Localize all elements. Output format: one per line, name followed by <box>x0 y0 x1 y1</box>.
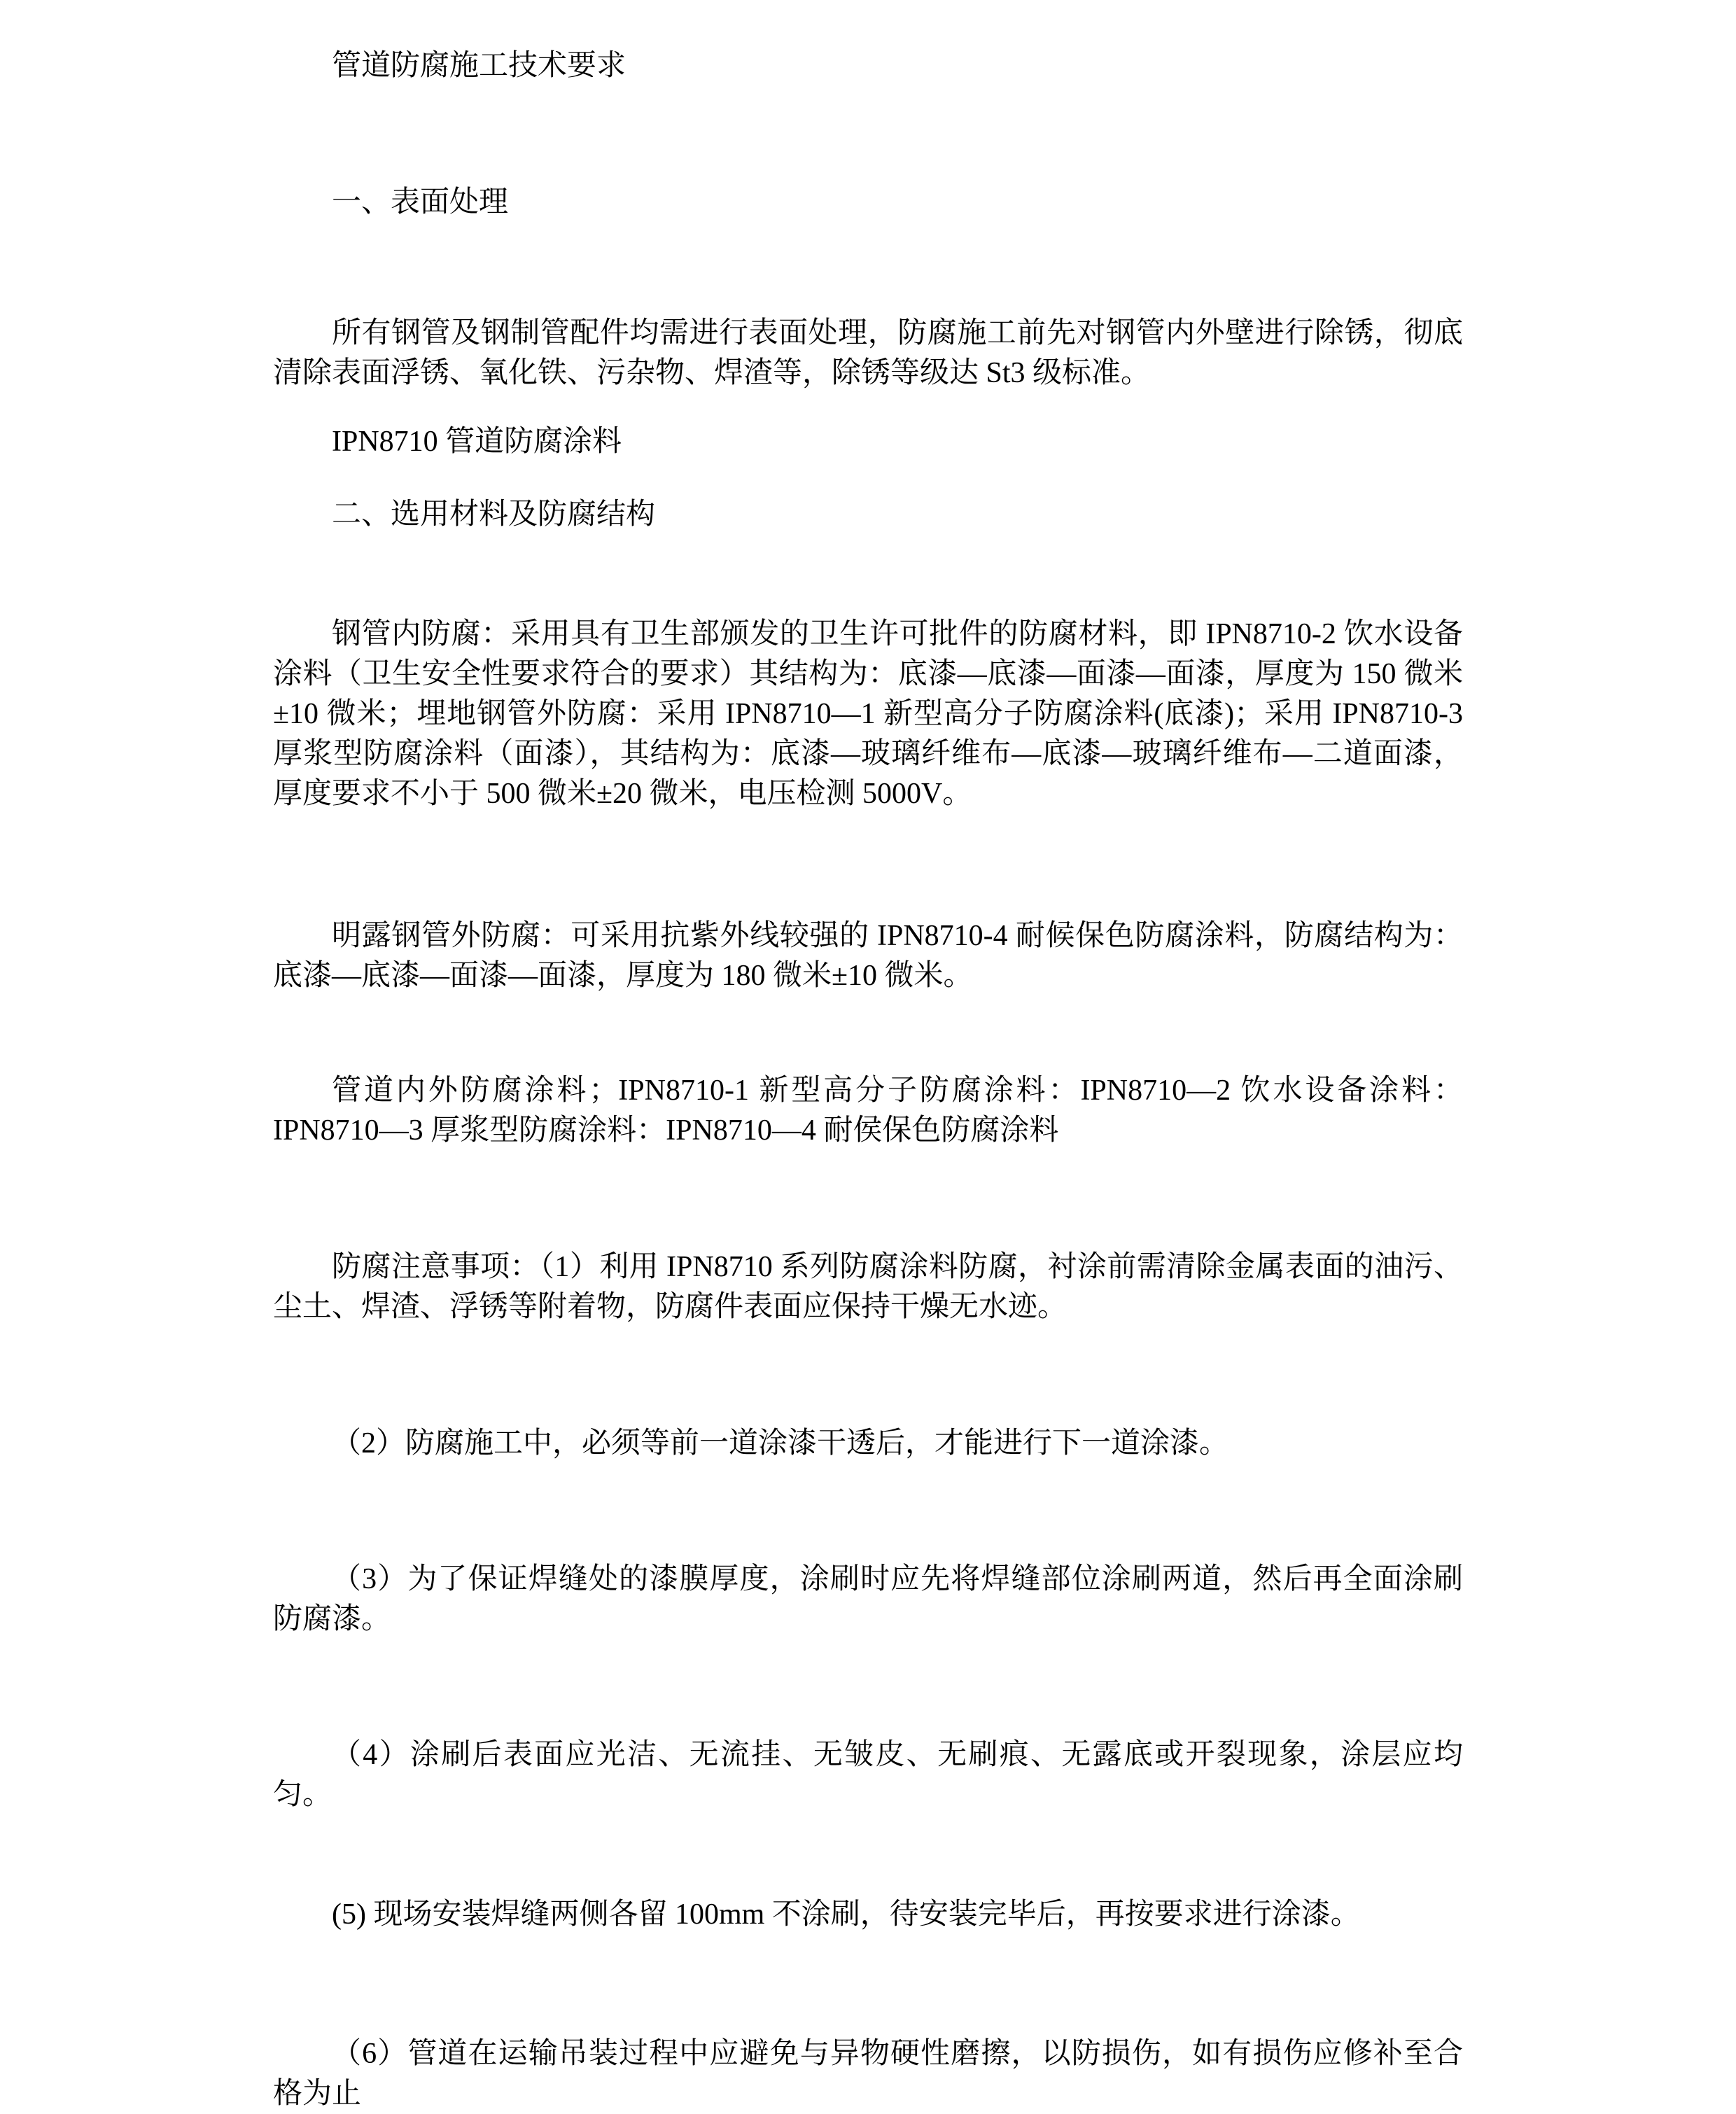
paragraph-note-4: （4）涂刷后表面应光洁、无流挂、无皱皮、无刷痕、无露底或开裂现象，涂层应均匀。 <box>273 1739 1463 1811</box>
paragraph-surface-treatment: 所有钢管及钢制管配件均需进行表面处理，防腐施工前先对钢管内外壁进行除锈，彻底清除表面浮锈、氧化铁、污杂物、焊渣等，除锈等级达 St3 级标准。 <box>273 317 1463 389</box>
paragraph-internal-anticorrosion: 钢管内防腐：采用具有卫生部颁发的卫生许可批件的防腐材料，即 IPN8710-2 饮水设备涂料（卫生安全性要求符合的要求）其结构为：底漆—底漆—面漆—面漆，厚度为 150 微米±10 微米；埋地钢管外防腐：采用 IPN8710—1 新型高分子防腐涂料(底漆)；采用 IPN8710-3 厚浆型防腐涂料（面漆），其结构为：底漆—玻璃纤维布—底漆—玻璃纤维布—二道面漆，厚度要求不小于 500 微米±20 微米，电压检测 5000V。 <box>273 618 1463 810</box>
paragraph-note-5: (5) 现场安装焊缝两侧各留 100mm 不涂刷，待安装完毕后，再按要求进行涂漆。 <box>332 1898 1360 1931</box>
paragraph-note-3: （3）为了保证焊缝处的漆膜厚度，涂刷时应先将焊缝部位涂刷两道，然后再全面涂刷防腐漆。 <box>273 1563 1463 1635</box>
page-title: 管道防腐施工技术要求 <box>332 50 626 82</box>
section-heading-materials-structure: 二、选用材料及防腐结构 <box>332 498 656 531</box>
paragraph-ipn8710-coating-label: IPN8710 管道防腐涂料 <box>332 426 622 458</box>
paragraph-exposed-pipe-anticorrosion: 明露钢管外防腐：可采用抗紫外线较强的 IPN8710-4 耐候保色防腐涂料，防腐结构为：底漆—底漆—面漆—面漆，厚度为 180 微米±10 微米。 <box>273 920 1463 992</box>
paragraph-note-2: （2）防腐施工中，必须等前一道涂漆干透后，才能进行下一道涂漆。 <box>332 1427 1229 1460</box>
document-content <box>273 0 1463 2114</box>
paragraph-coating-types-list: 管道内外防腐涂料；IPN8710-1 新型高分子防腐涂料：IPN8710—2 饮水设备涂料：IPN8710—3 厚浆型防腐涂料：IPN8710—4 耐侯保色防腐涂料 <box>273 1074 1463 1147</box>
paragraph-note-1: 防腐注意事项：（1）利用 IPN8710 系列防腐涂料防腐，衬涂前需清除金属表面的油污、尘土、焊渣、浮锈等附着物，防腐件表面应保持干燥无水迹。 <box>273 1251 1463 1323</box>
paragraph-note-6: （6）管道在运输吊装过程中应避免与异物硬性磨擦，以防损伤，如有损伤应修补至合格为止 <box>273 2038 1463 2110</box>
section-heading-surface-treatment: 一、表面处理 <box>332 186 509 218</box>
